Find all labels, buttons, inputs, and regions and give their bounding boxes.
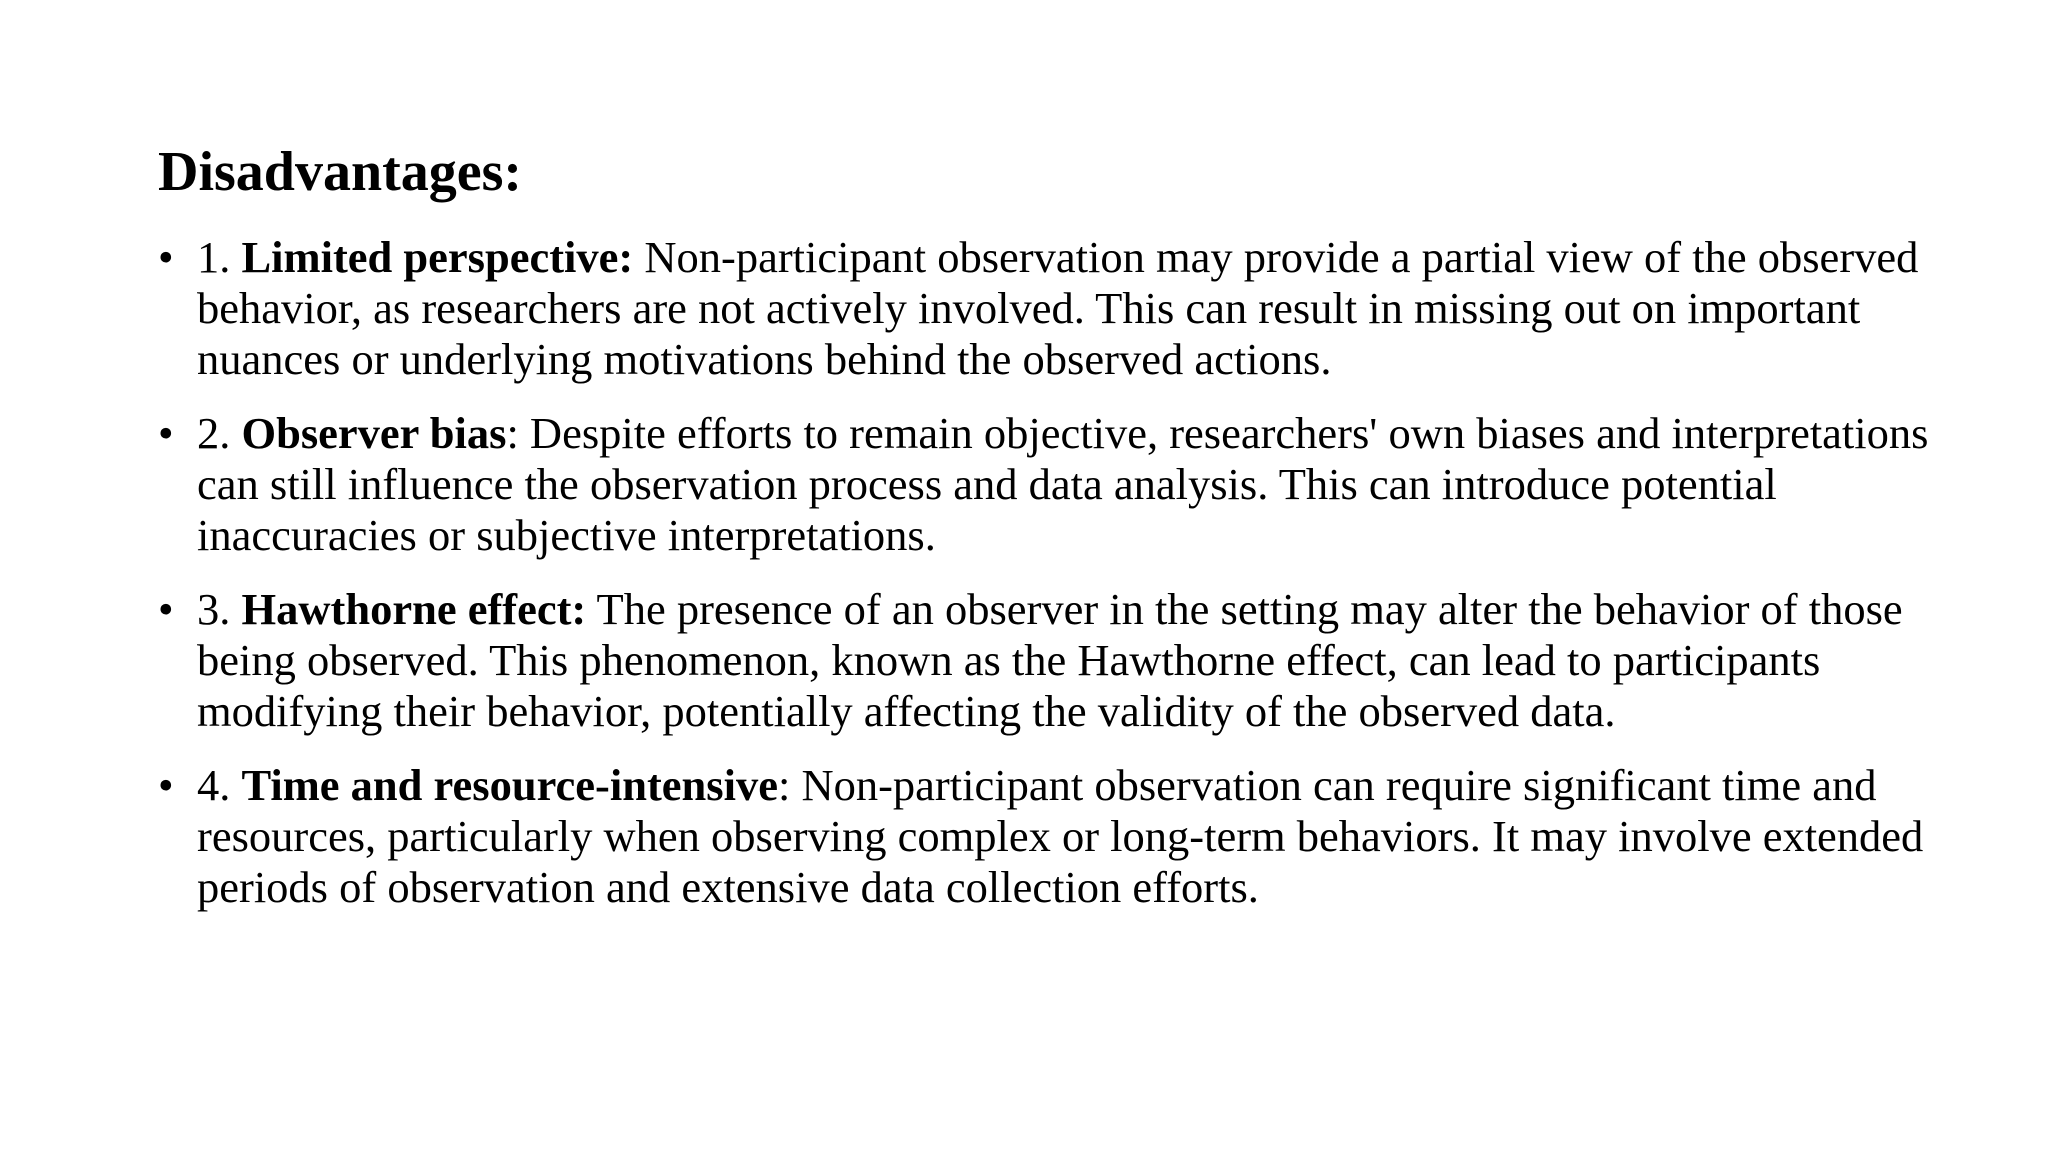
bullet-item-hawthorne-effect — [158, 584, 1958, 737]
bullet-item-limited-perspective — [158, 232, 1958, 385]
item-text: : Non-participant observation can require significant time and resources, particularly when observing complex or long-term behaviors. It may involve extended periods of observation and extensive data collection efforts. — [197, 760, 1924, 912]
bullet-dot-icon: • — [158, 408, 174, 458]
item-text: The presence of an observer in the setting may alter the behavior of those being observed. This phenomenon, known as the Hawthorne effect, can lead to participants modifying their behavior, potentially affecting the validity of the observed data. — [197, 584, 1903, 736]
item-term: Limited perspective: — [241, 232, 634, 282]
slide-title: Disadvantages: — [158, 141, 523, 203]
item-term: Observer bias — [241, 408, 507, 458]
item-number: 2. — [197, 408, 242, 458]
item-term: Time and resource-intensive — [241, 760, 778, 810]
bullet-item-observer-bias — [158, 408, 1958, 561]
bullet-dot-icon: • — [158, 584, 174, 634]
item-text: Non-participant observation may provide a partial view of the observed behavior, as researchers are not actively involved. This can result in missing out on important nuances or underlying motivations behind the observed actions. — [197, 232, 1919, 384]
bullet-dot-icon: • — [158, 232, 174, 282]
item-text: : Despite efforts to remain objective, researchers' own biases and interpretations can still influence the observation process and data analysis. This can introduce potential inaccuracies or subjective interpretations. — [197, 408, 1929, 560]
item-number: 1. — [197, 232, 242, 282]
item-number: 3. — [197, 584, 242, 634]
bullet-dot-icon: • — [158, 760, 174, 810]
bullet-item-time-resource — [158, 760, 1958, 913]
item-term: Hawthorne effect: — [241, 584, 587, 634]
bullet-list — [158, 232, 1958, 936]
item-number: 4. — [197, 760, 242, 810]
